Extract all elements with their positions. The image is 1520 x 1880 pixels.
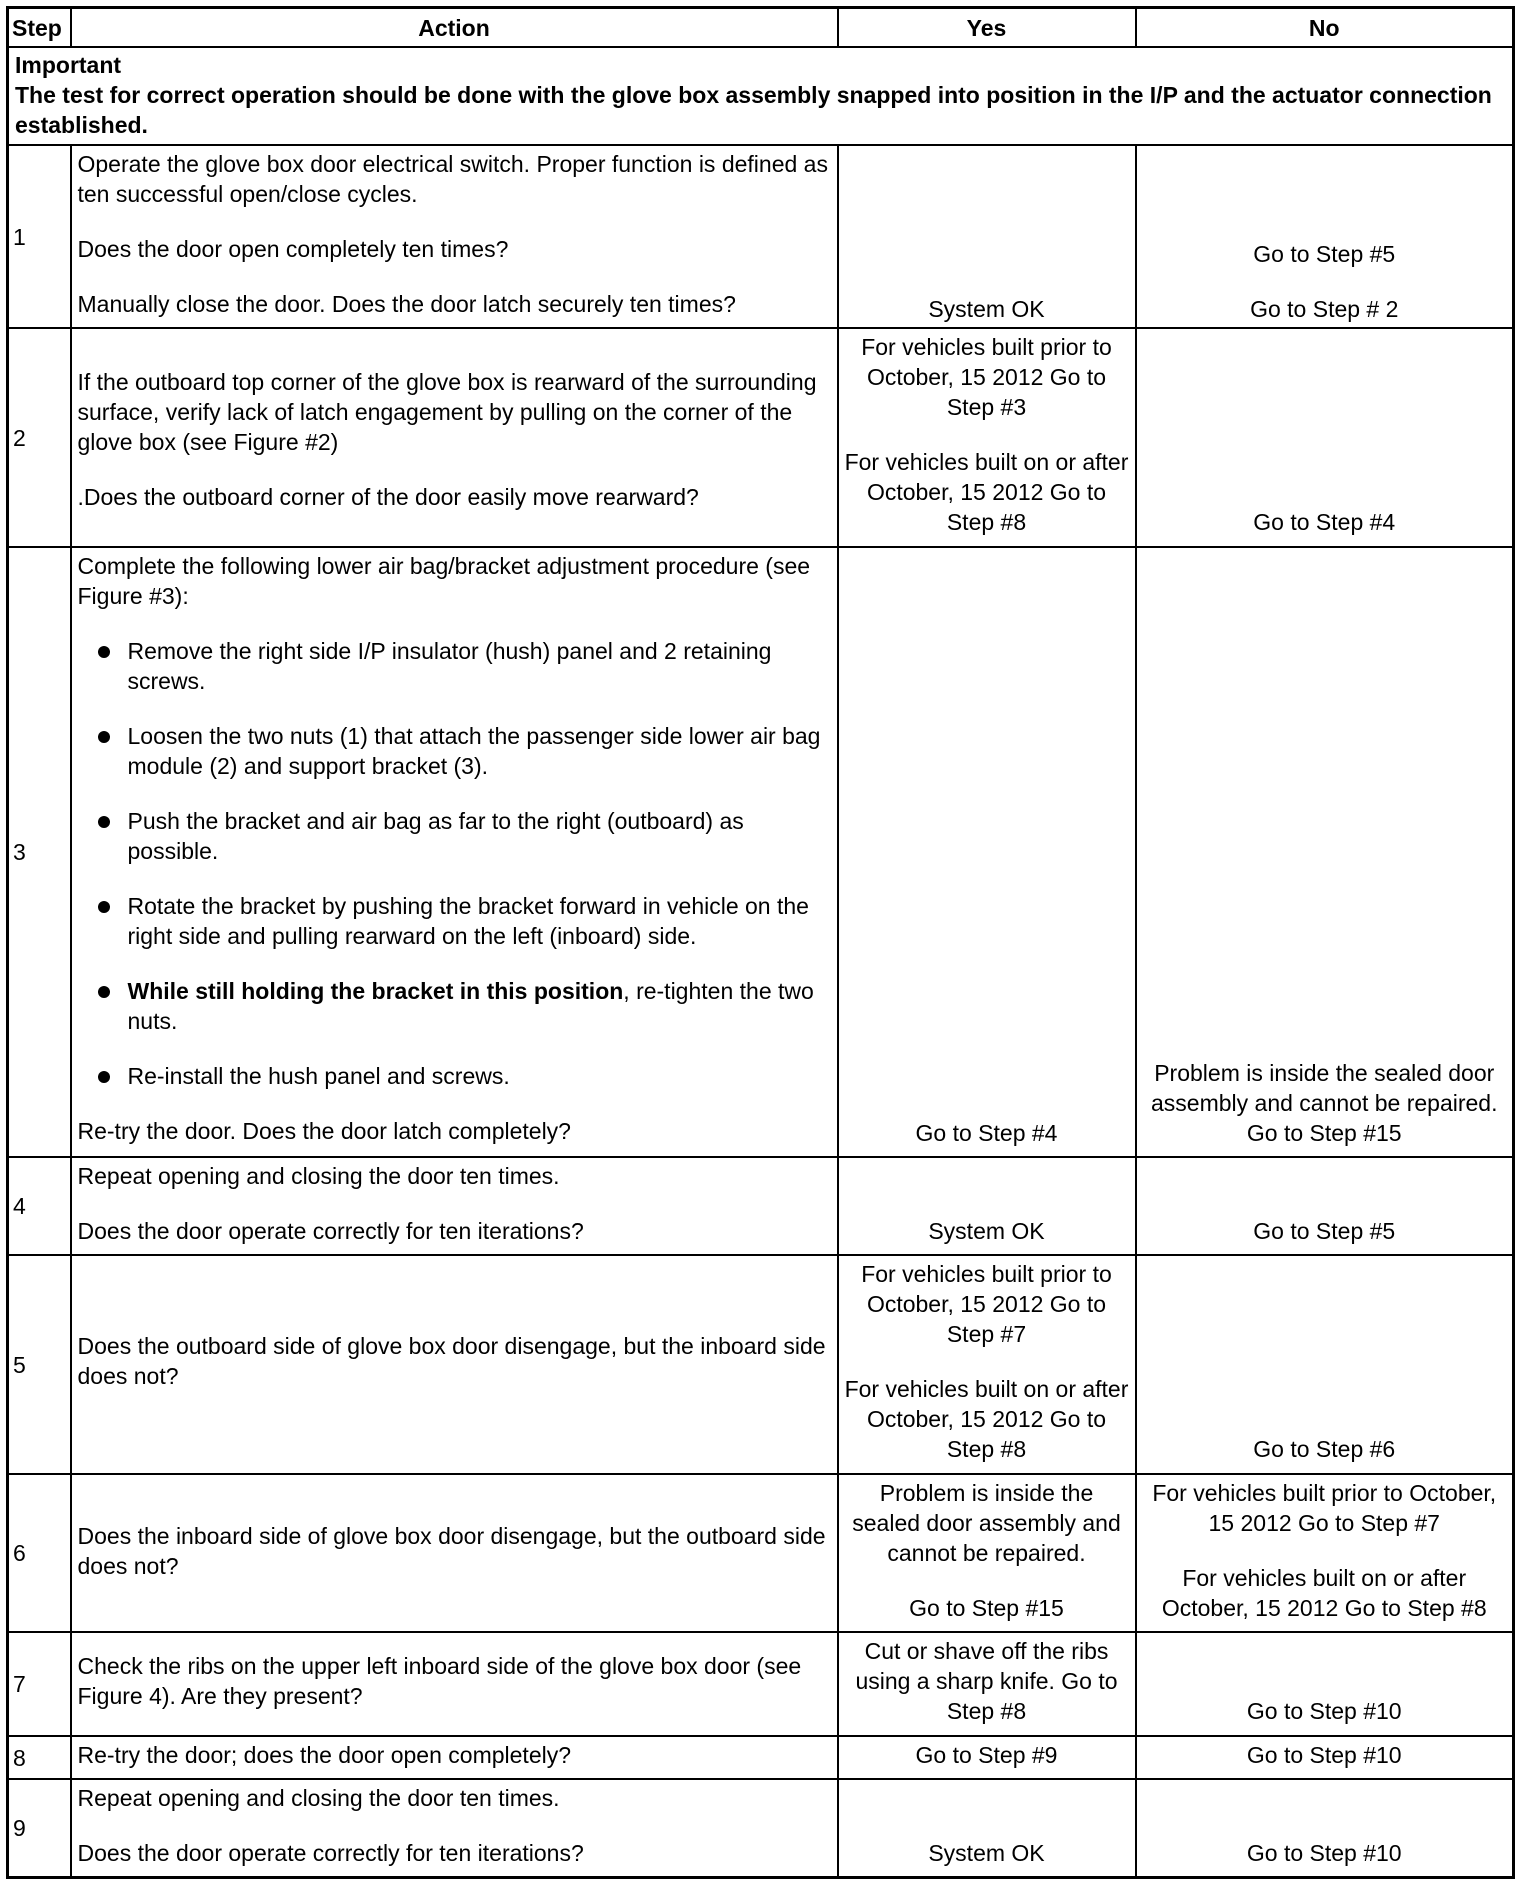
- header-row: [8, 8, 1514, 48]
- list-item-text: , re-tighten the two nuts.: [127, 978, 814, 1034]
- yes-text: Go to Step #4: [915, 1120, 1058, 1146]
- action-text: If the outboard top corner of the glove box is rearward of the surrounding surface, verify lack of latch engagement by pulling on the corner of the glove box (see Figure #2): [77, 369, 817, 455]
- list-item-bold-text: While still holding the bracket in this position: [127, 978, 624, 1004]
- yes-cell: [838, 1736, 1136, 1779]
- list-item-text: Push the bracket and air bag as far to the right (outboard) as possible.: [127, 808, 744, 864]
- step-number: 4: [8, 1157, 71, 1255]
- yes-text: System OK: [928, 1840, 1045, 1866]
- action-text: Does the door open completely ten times?: [77, 236, 509, 262]
- list-item-text: Loosen the two nuts (1) that attach the passenger side lower air bag module (2) and support bracket (3).: [127, 723, 821, 779]
- yes-cell: [838, 328, 1136, 547]
- yes-text: For vehicles built prior to October, 15 2012 Go to Step #3: [861, 334, 1112, 420]
- action-text: Does the door operate correctly for ten iterations?: [77, 1840, 584, 1866]
- important-text: The test for correct operation should be done with the glove box assembly snapped into position in the I/P and the actuator connection established.: [15, 82, 1492, 138]
- table-row: [8, 328, 1514, 547]
- yes-cell: [838, 145, 1136, 328]
- step-number: 1: [8, 145, 71, 328]
- yes-text: For vehicles built on or after October, 15 2012 Go to Step #8: [844, 1376, 1129, 1462]
- diagnostic-document: [6, 6, 1512, 1879]
- list-item: [78, 636, 831, 696]
- no-text: For vehicles built prior to October, 15 2012 Go to Step #7: [1152, 1480, 1497, 1536]
- no-text: Go to Step #4: [1253, 509, 1396, 535]
- important-row: [8, 47, 1514, 145]
- no-cell: [1136, 1632, 1514, 1736]
- no-text: Problem is inside the sealed door assembly and cannot be repaired. Go to Step #15: [1151, 1060, 1498, 1146]
- yes-text: Problem is inside the sealed door assembly and cannot be repaired.: [852, 1480, 1121, 1566]
- bullet-icon: [98, 646, 110, 658]
- action-cell: [71, 1736, 838, 1779]
- bullet-icon: [98, 901, 110, 913]
- yes-text: Go to Step #9: [915, 1742, 1058, 1768]
- table-row: [8, 547, 1514, 1157]
- step-number: 2: [8, 328, 71, 547]
- important-note: [8, 47, 1514, 145]
- no-text: Go to Step #10: [1246, 1840, 1402, 1866]
- table-row: [8, 1632, 1514, 1736]
- header-step: Step: [8, 8, 71, 48]
- table-row: [8, 1255, 1514, 1474]
- action-cell: [71, 1632, 838, 1736]
- no-cell: [1136, 547, 1514, 1157]
- yes-cell: [838, 1779, 1136, 1877]
- action-text: Does the door operate correctly for ten iterations?: [77, 1218, 584, 1244]
- action-text: Repeat opening and closing the door ten times.: [77, 1785, 560, 1811]
- step-number: 8: [8, 1736, 71, 1779]
- action-text: Manually close the door. Does the door latch securely ten times?: [77, 291, 736, 317]
- no-cell: [1136, 328, 1514, 547]
- yes-cell: [838, 1255, 1136, 1474]
- action-cell: [71, 547, 838, 1157]
- list-item-text: Remove the right side I/P insulator (hush) panel and 2 retaining screws.: [127, 638, 772, 694]
- list-item: [78, 891, 831, 951]
- action-cell: [71, 328, 838, 547]
- no-text: Go to Step #10: [1246, 1742, 1402, 1768]
- header-yes: Yes: [838, 8, 1136, 48]
- no-cell: [1136, 145, 1514, 328]
- action-text: Does the outboard side of glove box door disengage, but the inboard side does not?: [77, 1333, 826, 1389]
- header-no: No: [1136, 8, 1514, 48]
- list-item: [78, 976, 831, 1036]
- list-item: [78, 806, 831, 866]
- no-text: Go to Step #5: [1253, 1218, 1396, 1244]
- list-item: [78, 721, 831, 781]
- action-cell: [71, 1474, 838, 1632]
- yes-text: System OK: [928, 296, 1045, 322]
- bullet-icon: [98, 731, 110, 743]
- diagnostic-table: [6, 6, 1515, 1879]
- step-number: 3: [8, 547, 71, 1157]
- yes-cell: [838, 1474, 1136, 1632]
- table-row: [8, 1474, 1514, 1632]
- action-text: Does the inboard side of glove box door disengage, but the outboard side does not?: [77, 1523, 826, 1579]
- table-row: [8, 1736, 1514, 1779]
- no-text: Go to Step # 2: [1250, 296, 1399, 322]
- step-number: 9: [8, 1779, 71, 1877]
- no-text: Go to Step #6: [1253, 1436, 1396, 1462]
- action-text: Operate the glove box door electrical switch. Proper function is defined as ten successful open/close cycles.: [77, 151, 828, 207]
- action-cell: [71, 1157, 838, 1255]
- no-cell: [1136, 1779, 1514, 1877]
- important-label: Important: [15, 52, 122, 78]
- yes-text: Cut or shave off the ribs using a sharp knife. Go to Step #8: [855, 1638, 1118, 1724]
- no-text: Go to Step #5: [1253, 241, 1396, 267]
- yes-cell: [838, 547, 1136, 1157]
- action-text: .Does the outboard corner of the door easily move rearward?: [77, 484, 699, 510]
- list-item-text: Rotate the bracket by pushing the bracket forward in vehicle on the right side and pulling rearward on the left (inboard) side.: [127, 893, 809, 949]
- action-text: Re-try the door. Does the door latch completely?: [77, 1118, 571, 1144]
- no-cell: [1136, 1157, 1514, 1255]
- step-number: 6: [8, 1474, 71, 1632]
- yes-text: System OK: [928, 1218, 1045, 1244]
- yes-cell: [838, 1157, 1136, 1255]
- yes-text: Go to Step #15: [909, 1595, 1064, 1621]
- list-item: [78, 1061, 831, 1091]
- yes-text: For vehicles built prior to October, 15 2012 Go to Step #7: [861, 1261, 1112, 1347]
- step-number: 5: [8, 1255, 71, 1474]
- list-item-text: Re-install the hush panel and screws.: [127, 1063, 510, 1089]
- no-cell: [1136, 1736, 1514, 1779]
- action-cell: [71, 1255, 838, 1474]
- bullet-icon: [98, 1071, 110, 1083]
- step-number: 7: [8, 1632, 71, 1736]
- action-text: Complete the following lower air bag/bracket adjustment procedure (see Figure #3):: [77, 553, 811, 609]
- bullet-icon: [98, 986, 110, 998]
- yes-cell: [838, 1632, 1136, 1736]
- no-cell: [1136, 1474, 1514, 1632]
- table-row: [8, 1779, 1514, 1877]
- action-text: Re-try the door; does the door open completely?: [77, 1742, 572, 1768]
- action-cell: [71, 1779, 838, 1877]
- procedure-list: [78, 636, 831, 1091]
- yes-text: For vehicles built on or after October, 15 2012 Go to Step #8: [844, 449, 1129, 535]
- table-row: [8, 1157, 1514, 1255]
- action-text: Repeat opening and closing the door ten times.: [77, 1163, 560, 1189]
- no-text: Go to Step #10: [1246, 1698, 1402, 1724]
- action-cell: [71, 145, 838, 328]
- no-text: For vehicles built on or after October, 15 2012 Go to Step #8: [1161, 1565, 1487, 1621]
- table-row: [8, 145, 1514, 328]
- no-cell: [1136, 1255, 1514, 1474]
- bullet-icon: [98, 816, 110, 828]
- action-text: Check the ribs on the upper left inboard side of the glove box door (see Figure 4). Are they present?: [77, 1653, 802, 1709]
- header-action: Action: [71, 8, 838, 48]
